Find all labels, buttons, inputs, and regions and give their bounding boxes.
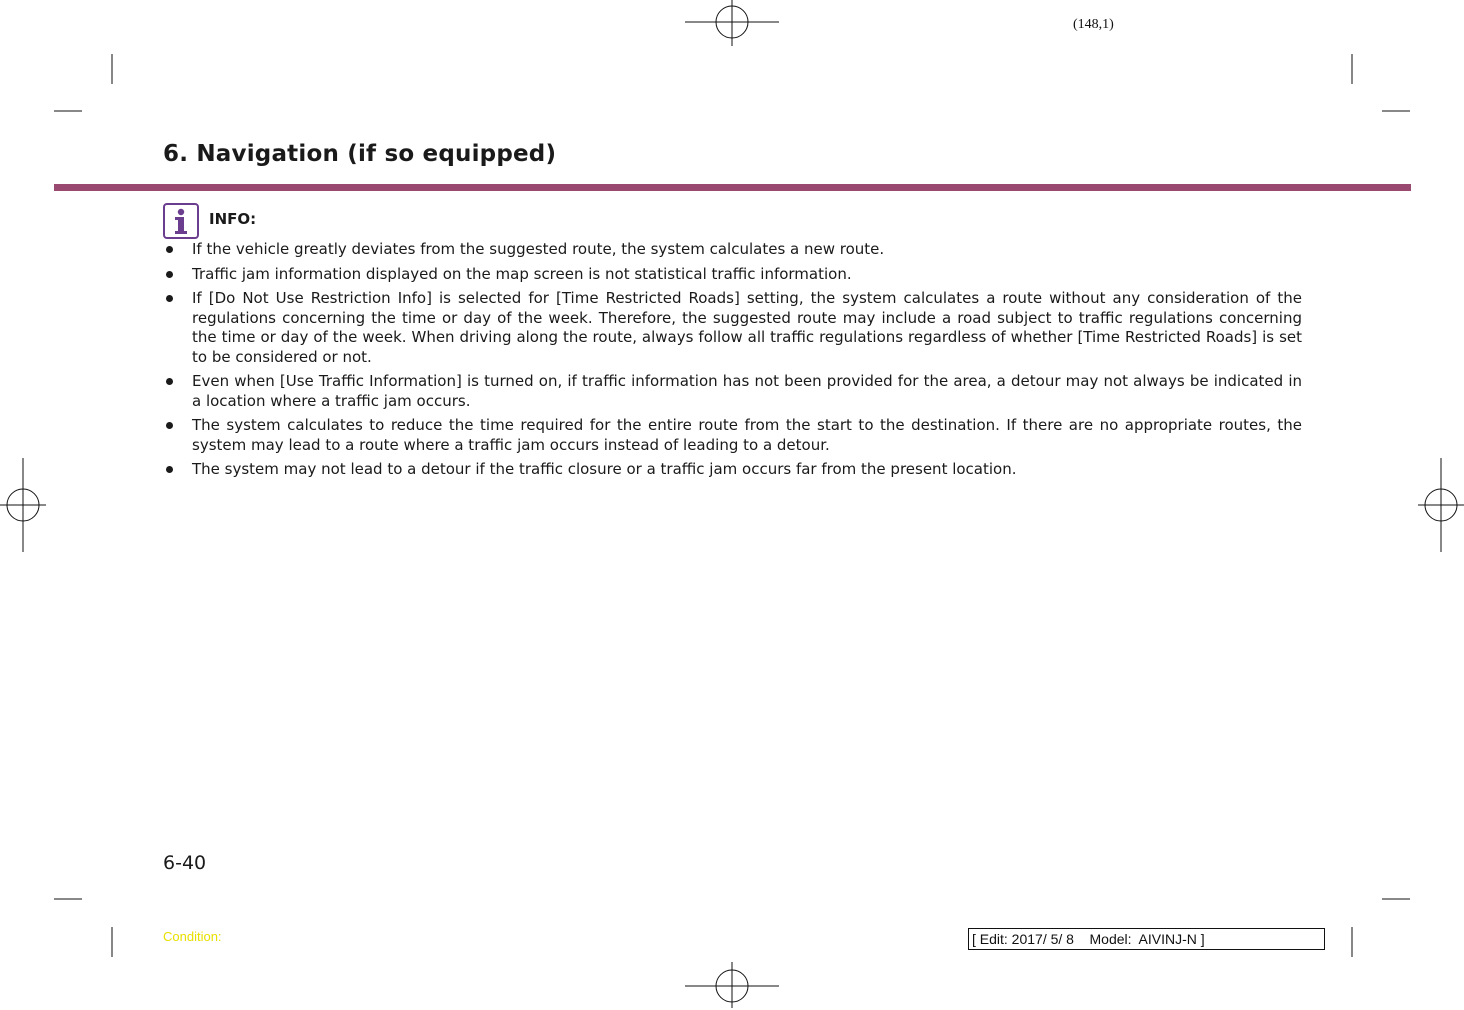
list-item-text: Even when [Use Traffic Information] is turned on, if traffic information has not been provided for the area, a detour may not always be indicated in a location where a traffic jam occurs.	[192, 372, 1302, 410]
list-item	[166, 240, 1302, 260]
list-item	[166, 289, 1302, 367]
info-label: INFO:	[209, 210, 257, 228]
list-item	[166, 416, 1302, 455]
list-item	[166, 265, 1302, 285]
title-divider	[54, 184, 1411, 191]
condition-label: Condition:	[163, 929, 222, 944]
info-icon	[163, 203, 199, 239]
bullet-icon	[166, 378, 173, 385]
list-item-text: The system may not lead to a detour if the traffic closure or a traffic jam occurs far from the present location.	[192, 460, 1017, 478]
bullet-icon	[166, 422, 173, 429]
list-item-text: Traffic jam information displayed on the map screen is not statistical traffic information.	[192, 264, 852, 283]
bullet-icon	[166, 295, 173, 302]
list-item-text: The system calculates to reduce the time required for the entire route from the start to the destination. If there are no appropriate routes, the system may lead to a route where a traffic jam occurs instead of leading to a detour.	[192, 416, 1302, 454]
page-reference: (148,1)	[1073, 17, 1114, 32]
bullet-icon	[166, 466, 173, 473]
info-list	[166, 240, 1302, 485]
bullet-icon	[166, 271, 173, 278]
list-item	[166, 460, 1302, 480]
page-number: 6-40	[163, 852, 207, 874]
list-item-text: If the vehicle greatly deviates from the suggested route, the system calculates a new route.	[192, 240, 885, 258]
section-title: 6. Navigation (if so equipped)	[163, 141, 557, 167]
list-item-text: If [Do Not Use Restriction Info] is selected for [Time Restricted Roads] setting, the system calculates a route without any consideration of the regulations concerning the time or day of the week. Therefore, the suggested route may include a road subject to traffic regulations concerning the time or day of the week. When driving along the route, always follow all traffic regulations regardless of whether [Time Restricted Roads] is set to be considered or not.	[192, 289, 1302, 366]
edit-info-box: [ Edit: 2017/ 5/ 8 Model: AIVINJ-N ]	[968, 928, 1325, 950]
bullet-icon	[166, 246, 173, 253]
list-item	[166, 372, 1302, 411]
